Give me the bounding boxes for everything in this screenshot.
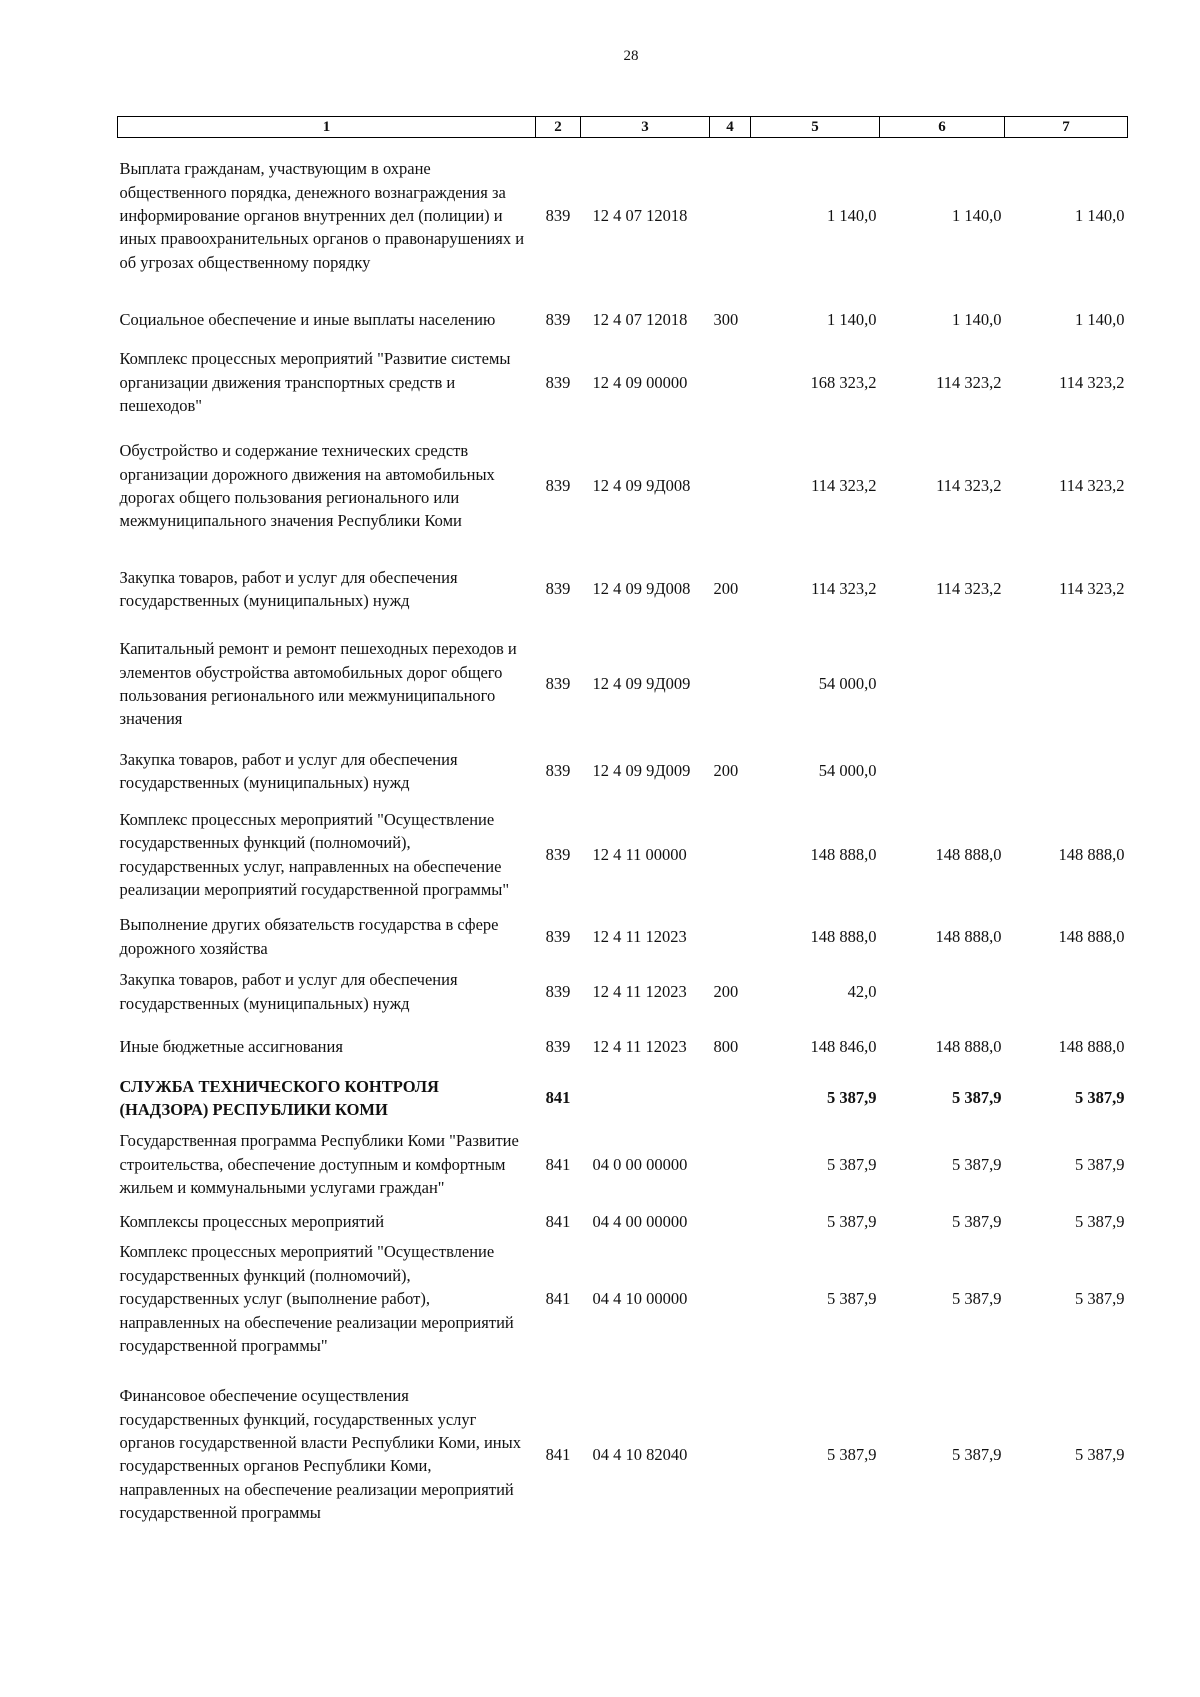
row-amount-year2: 148 888,0 — [935, 926, 1002, 946]
row-csr: 12 4 11 12023 — [592, 1037, 687, 1057]
row-amount-year2: 5 387,9 — [952, 1444, 1002, 1464]
row-grbs: 839 — [545, 981, 571, 1001]
row-name: Закупка товаров, работ и услуг для обеспечения государственных (муниципальных) нужд — [119, 749, 458, 792]
row-csr: 12 4 09 9Д008 — [592, 476, 691, 496]
row-vr — [710, 626, 751, 743]
row-vr — [710, 420, 751, 553]
table-row — [118, 1121, 1128, 1207]
table-row — [118, 910, 1128, 964]
table-row — [118, 1075, 1128, 1122]
row-csr: 04 4 00 00000 — [592, 1211, 688, 1231]
row-name: Закупка товаров, работ и услуг для обеспечения государственных (муниципальных) нужд — [119, 970, 458, 1013]
row-amount-year1: 5 387,9 — [827, 1154, 877, 1174]
row-name: Комплекс процессных мероприятий "Осуществление государственных функций (полномочий), государственных услуг (выполнение работ), направленных на обеспечение реализации мероприятий государственной программы" — [119, 1242, 514, 1355]
row-amount-year3: 114 323,2 — [1059, 476, 1125, 496]
row-vr — [710, 910, 751, 964]
row-amount-year2: 1 140,0 — [952, 309, 1002, 329]
row-name: Социальное обеспечение и иные выплаты населению — [119, 309, 496, 329]
row-vr — [710, 138, 751, 294]
row-vr — [710, 346, 751, 420]
table-body — [118, 138, 1128, 1547]
column-header-6: 6 — [880, 117, 1005, 138]
column-header-1: 1 — [118, 117, 536, 138]
row-csr: 12 4 11 12023 — [592, 981, 687, 1001]
row-grbs: 839 — [545, 926, 571, 946]
row-amount-year3: 114 323,2 — [1059, 579, 1125, 599]
row-amount-year3: 1 140,0 — [1075, 206, 1125, 226]
row-amount-year1: 148 888,0 — [810, 844, 877, 864]
row-csr — [581, 1075, 710, 1122]
row-amount-year3 — [1005, 743, 1128, 800]
row-vr: 300 — [713, 309, 739, 329]
row-vr — [710, 1362, 751, 1546]
row-amount-year3 — [1005, 626, 1128, 743]
column-header-7: 7 — [1005, 117, 1128, 138]
row-amount-year3: 148 888,0 — [1058, 926, 1125, 946]
row-name: Государственная программа Республики Коми "Развитие строительства, обеспечение доступным и комфортным жильем и коммунальными услугами граждан" — [119, 1131, 519, 1198]
budget-table — [117, 116, 1128, 1546]
row-grbs: 839 — [545, 844, 571, 864]
row-grbs: 839 — [545, 761, 571, 781]
row-name: Выполнение других обязательств государства в сфере дорожного хозяйства — [119, 915, 499, 958]
row-amount-year2: 5 387,9 — [952, 1088, 1002, 1108]
row-csr: 04 4 10 00000 — [592, 1289, 688, 1309]
row-amount-year2: 5 387,9 — [952, 1154, 1002, 1174]
row-csr: 12 4 09 9Д009 — [592, 761, 691, 781]
row-csr: 12 4 09 9Д008 — [592, 579, 691, 599]
row-amount-year3: 148 888,0 — [1058, 844, 1125, 864]
row-csr: 12 4 09 00000 — [592, 372, 688, 392]
row-vr: 200 — [713, 761, 739, 781]
row-csr: 12 4 11 12023 — [592, 926, 687, 946]
row-grbs: 841 — [545, 1444, 571, 1464]
column-number-row — [118, 117, 1128, 138]
row-grbs: 841 — [545, 1211, 571, 1231]
row-amount-year1: 114 323,2 — [811, 476, 877, 496]
row-name: Капитальный ремонт и ремонт пешеходных переходов и элементов обустройства автомобильных дорог общего пользования регионального или межмуниципального значения — [119, 639, 517, 729]
row-csr: 12 4 09 9Д009 — [592, 674, 691, 694]
row-csr: 12 4 07 12018 — [592, 206, 688, 226]
row-name: Закупка товаров, работ и услуг для обеспечения государственных (муниципальных) нужд — [119, 567, 458, 610]
row-amount-year1: 148 846,0 — [810, 1037, 877, 1057]
page-number: 28 — [623, 48, 639, 64]
row-vr — [710, 1075, 751, 1122]
row-amount-year2: 114 323,2 — [936, 476, 1002, 496]
row-amount-year2: 148 888,0 — [935, 844, 1002, 864]
column-header-5: 5 — [751, 117, 880, 138]
row-amount-year2 — [880, 964, 1005, 1020]
table-row — [118, 420, 1128, 553]
table-row — [118, 1207, 1128, 1235]
row-grbs: 841 — [545, 1088, 571, 1108]
table-row — [118, 138, 1128, 294]
row-amount-year2: 114 323,2 — [936, 579, 1002, 599]
row-amount-year1: 5 387,9 — [827, 1088, 877, 1108]
row-vr — [710, 800, 751, 910]
row-amount-year1: 54 000,0 — [818, 674, 877, 694]
row-vr: 200 — [713, 579, 739, 599]
row-amount-year3: 5 387,9 — [1075, 1088, 1125, 1108]
row-name: Финансовое обеспечение осуществления государственных функций, государственных услуг органов государственной власти Республики Коми, иных государственных органов Республики Коми, направленных на обеспечение реализации мероприятий государственной программы — [119, 1386, 521, 1523]
row-amount-year1: 1 140,0 — [827, 206, 877, 226]
row-csr: 04 0 00 00000 — [592, 1154, 688, 1174]
row-name: СЛУЖБА ТЕХНИЧЕСКОГО КОНТРОЛЯ (НАДЗОРА) РЕСПУБЛИКИ КОМИ — [119, 1076, 439, 1119]
row-grbs: 841 — [545, 1154, 571, 1174]
row-csr: 12 4 11 00000 — [592, 844, 687, 864]
row-amount-year3: 5 387,9 — [1075, 1154, 1125, 1174]
row-name: Комплекс процессных мероприятий "Осуществление государственных функций (полномочий), государственных услуг, направленных на обеспечение реализации мероприятий государственной программы" — [119, 809, 510, 899]
row-amount-year1: 1 140,0 — [827, 309, 877, 329]
row-csr: 04 4 10 82040 — [592, 1444, 688, 1464]
row-amount-year3: 5 387,9 — [1075, 1289, 1125, 1309]
row-name: Комплексы процессных мероприятий — [119, 1211, 385, 1231]
table-row — [118, 964, 1128, 1020]
row-amount-year3: 114 323,2 — [1059, 372, 1125, 392]
column-header-2: 2 — [536, 117, 581, 138]
row-amount-year3 — [1005, 964, 1128, 1020]
row-grbs: 841 — [545, 1289, 571, 1309]
row-name: Выплата гражданам, участвующим в охране общественного порядка, денежного вознаграждения за информирование органов внутренних дел (полиции) и иных правоохранительных органов о правонарушениях и об угрозах общественному порядку — [119, 159, 525, 272]
row-amount-year1: 5 387,9 — [827, 1289, 877, 1309]
table-row — [118, 553, 1128, 626]
row-vr — [710, 1235, 751, 1362]
row-vr — [710, 1121, 751, 1207]
table-row — [118, 626, 1128, 743]
table-row — [118, 294, 1128, 346]
row-grbs: 839 — [545, 579, 571, 599]
row-amount-year2: 5 387,9 — [952, 1289, 1002, 1309]
row-grbs: 839 — [545, 476, 571, 496]
row-name: Комплекс процессных мероприятий "Развитие системы организации движения транспортных средств и пешеходов" — [119, 349, 511, 416]
column-header-3: 3 — [581, 117, 710, 138]
row-amount-year2: 1 140,0 — [952, 206, 1002, 226]
row-vr: 800 — [713, 1037, 739, 1057]
table-row — [118, 743, 1128, 800]
table-row — [118, 1235, 1128, 1362]
table-row — [118, 1362, 1128, 1546]
row-grbs: 839 — [545, 372, 571, 392]
column-header-4: 4 — [710, 117, 751, 138]
row-amount-year3: 148 888,0 — [1058, 1037, 1125, 1057]
table-row — [118, 1020, 1128, 1075]
row-name: Иные бюджетные ассигнования — [119, 1037, 343, 1057]
row-csr: 12 4 07 12018 — [592, 309, 688, 329]
row-amount-year2 — [880, 626, 1005, 743]
row-amount-year2: 114 323,2 — [936, 372, 1002, 392]
row-amount-year2: 148 888,0 — [935, 1037, 1002, 1057]
row-grbs: 839 — [545, 674, 571, 694]
row-grbs: 839 — [545, 206, 571, 226]
row-amount-year1: 114 323,2 — [811, 579, 877, 599]
row-amount-year2 — [880, 743, 1005, 800]
row-amount-year3: 5 387,9 — [1075, 1211, 1125, 1231]
row-vr — [710, 1207, 751, 1235]
row-amount-year2: 5 387,9 — [952, 1211, 1002, 1231]
table-row — [118, 800, 1128, 910]
row-name: Обустройство и содержание технических средств организации дорожного движения на автомобильных дорогах общего пользования регионального или межмуниципального значения Республики Коми — [119, 441, 495, 531]
table-header — [118, 117, 1128, 138]
row-vr: 200 — [713, 981, 739, 1001]
row-grbs: 839 — [545, 1037, 571, 1057]
row-amount-year3: 5 387,9 — [1075, 1444, 1125, 1464]
row-amount-year1: 5 387,9 — [827, 1211, 877, 1231]
row-amount-year1: 54 000,0 — [818, 761, 877, 781]
row-amount-year1: 42,0 — [847, 981, 877, 1001]
row-amount-year1: 5 387,9 — [827, 1444, 877, 1464]
row-amount-year1: 168 323,2 — [810, 372, 877, 392]
row-grbs: 839 — [545, 309, 571, 329]
row-amount-year3: 1 140,0 — [1075, 309, 1125, 329]
table-row — [118, 346, 1128, 420]
row-amount-year1: 148 888,0 — [810, 926, 877, 946]
